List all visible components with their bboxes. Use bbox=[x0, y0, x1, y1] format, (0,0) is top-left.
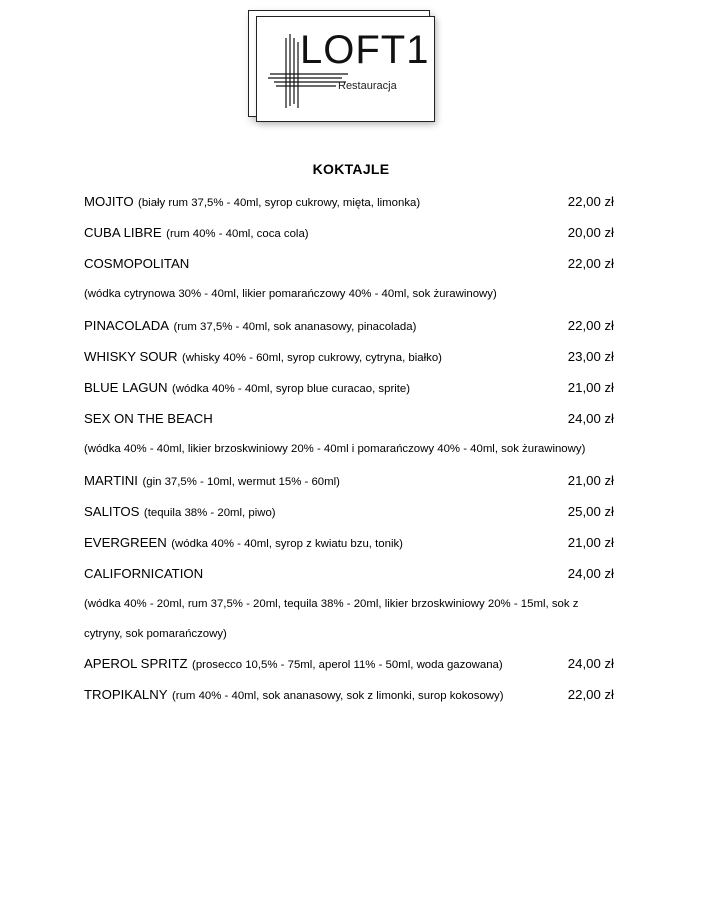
menu-item-price: 22,00 zł bbox=[567, 318, 614, 333]
menu-item-name: MOJITO bbox=[84, 194, 134, 209]
menu-item bbox=[84, 496, 624, 527]
menu-item-price: 20,00 zł bbox=[567, 225, 614, 240]
menu-item-ingredients: (whisky 40% - 60ml, syrop cukrowy, cytryna, białko) bbox=[182, 352, 442, 364]
menu-item-name: SALITOS bbox=[84, 504, 140, 519]
menu-item bbox=[84, 403, 624, 434]
menu-item-price: 21,00 zł bbox=[567, 473, 614, 488]
menu-item-price: 24,00 zł bbox=[567, 411, 614, 426]
menu-item-price: 21,00 zł bbox=[567, 535, 614, 550]
logo-subtitle: Restauracja bbox=[338, 80, 397, 92]
menu-item-name: COSMOPOLITAN bbox=[84, 256, 190, 271]
menu-item bbox=[84, 217, 624, 248]
menu-item-ingredients: (wódka 40% - 40ml, syrop blue curacao, sprite) bbox=[172, 383, 411, 395]
menu-item-ingredients: (gin 37,5% - 10ml, wermut 15% - 60ml) bbox=[142, 476, 340, 488]
menu-item-price: 24,00 zł bbox=[567, 566, 614, 581]
menu-item-price: 22,00 zł bbox=[567, 256, 614, 271]
logo bbox=[246, 8, 458, 130]
menu-item-ingredients: (wódka 40% - 40ml, syrop z kwiatu bzu, tonik) bbox=[171, 538, 403, 550]
menu-item bbox=[84, 679, 624, 710]
menu-item-ingredients: (tequila 38% - 20ml, piwo) bbox=[143, 507, 276, 519]
menu-item-description: (wódka 40% - 20ml, rum 37,5% - 20ml, tequila 38% - 20ml, likier brzoskwiniowy 20% - 15ml, sok z bbox=[84, 598, 579, 610]
menu-item-name: TROPIKALNY bbox=[84, 687, 168, 702]
menu-item bbox=[84, 465, 624, 496]
menu-item-name: PINACOLADA bbox=[84, 318, 170, 333]
menu-item-name: BLUE LAGUN bbox=[84, 380, 168, 395]
menu-item bbox=[84, 648, 624, 679]
menu-item-name: CUBA LIBRE bbox=[84, 225, 162, 240]
menu-item-price: 22,00 zł bbox=[567, 194, 614, 209]
menu-item-name: SEX ON THE BEACH bbox=[84, 411, 213, 426]
menu-item bbox=[84, 341, 624, 372]
menu-item-name: CALIFORNICATION bbox=[84, 566, 204, 581]
section-heading: KOKTAJLE bbox=[312, 161, 390, 177]
menu-item bbox=[84, 310, 624, 341]
menu-item-ingredients: (rum 40% - 40ml, sok ananasowy, sok z limonki, surop kokosowy) bbox=[172, 690, 504, 702]
menu-item-price: 22,00 zł bbox=[567, 687, 614, 702]
menu-item-ingredients: (rum 40% - 40ml, coca cola) bbox=[166, 228, 309, 240]
menu-item bbox=[84, 372, 624, 403]
menu-item-name: WHISKY SOUR bbox=[84, 349, 178, 364]
menu-item-ingredients: (rum 37,5% - 40ml, sok ananasowy, pinacolada) bbox=[173, 321, 417, 333]
menu-item-price: 24,00 zł bbox=[567, 656, 614, 671]
menu-item bbox=[84, 186, 624, 217]
menu-item-name: EVERGREEN bbox=[84, 535, 167, 550]
menu-list bbox=[84, 186, 624, 710]
menu-item-description: (wódka 40% - 40ml, likier brzoskwiniowy 20% - 40ml i pomarańczowy 40% - 40ml, sok żurawinowy) bbox=[84, 443, 586, 455]
menu-item bbox=[84, 248, 624, 279]
logo-title: LOFT1 bbox=[300, 28, 430, 72]
menu-item bbox=[84, 558, 624, 589]
menu-item-ingredients: (prosecco 10,5% - 75ml, aperol 11% - 50ml, woda gazowana) bbox=[192, 659, 503, 671]
menu-item-description: (wódka cytrynowa 30% - 40ml, likier pomarańczowy 40% - 40ml, sok żurawinowy) bbox=[84, 288, 497, 300]
menu-item-ingredients: (biały rum 37,5% - 40ml, syrop cukrowy, mięta, limonka) bbox=[138, 197, 421, 209]
menu-item-price: 21,00 zł bbox=[567, 380, 614, 395]
menu-item-description: cytryny, sok pomarańczowy) bbox=[84, 628, 227, 640]
menu-item-price: 23,00 zł bbox=[567, 349, 614, 364]
menu-item-name: APEROL SPRITZ bbox=[84, 656, 188, 671]
menu-item-name: MARTINI bbox=[84, 473, 138, 488]
menu-item-price: 25,00 zł bbox=[567, 504, 614, 519]
menu-item bbox=[84, 527, 624, 558]
